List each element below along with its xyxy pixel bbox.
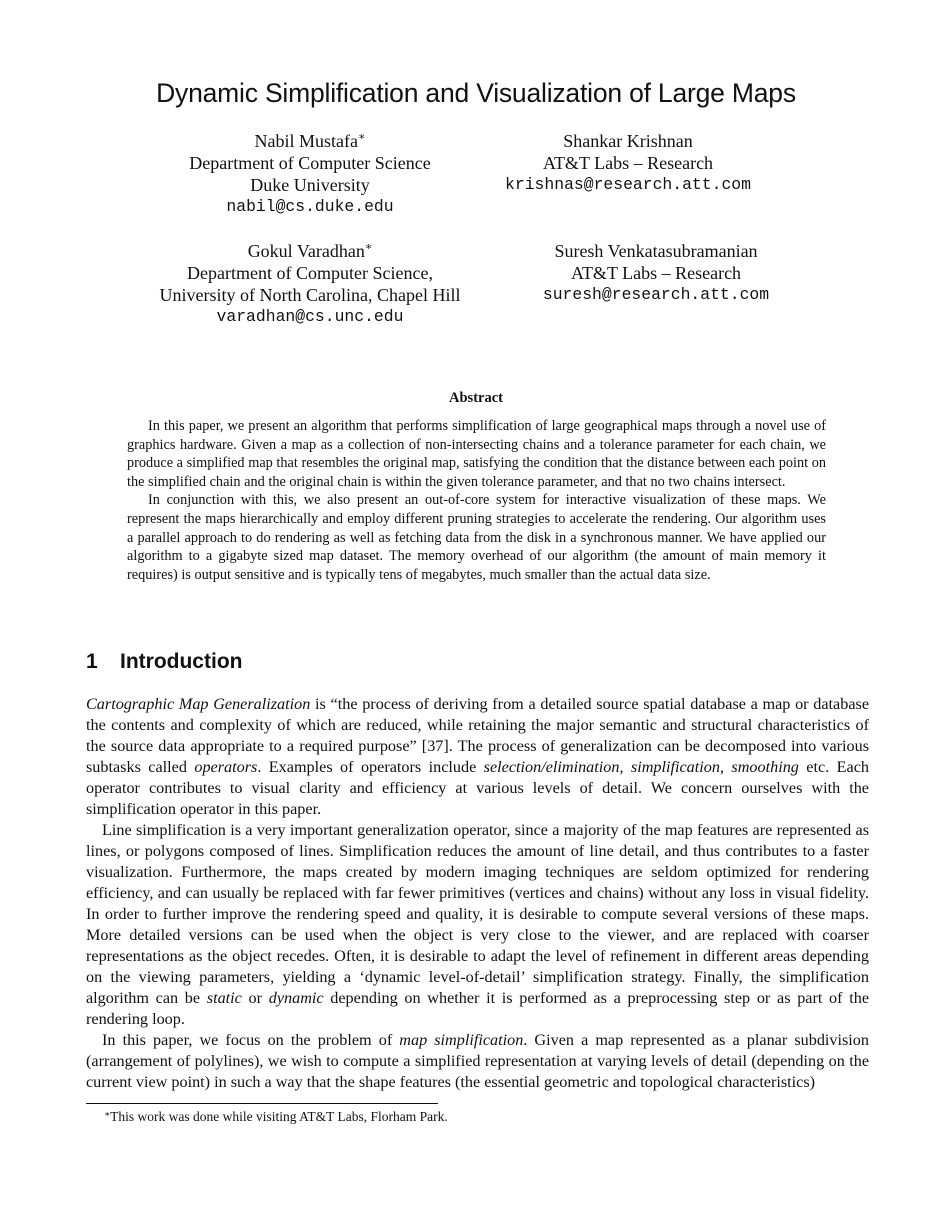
paragraph-text: Line simplification is a very important generalization operator, since a majority of the map features are represented as lines, or polygons composed of lines. Simplification reduces the amount of line detail, and thus contributes to a faster visualization. Furthermore, the maps created by modern imaging techniques are seldom optimized for rendering efficiency, and can usually be replaced with far fewer primitives (vertices and chains) without any loss in visual fidelity. In order to further improve the rendering speed and quality, it is desirable to compute several versions of these maps. More detailed versions can be used when the object is very close to the viewer, and are replaced with coarser representations as the object recedes. Often, it is desirable to adapt the level of refinement in different areas depending on the viewing parameters, yielding a ‘dynamic level-of-detail’ simplification strategy. Finally, the simplification algorithm can be <box>86 821 869 1007</box>
author-name: Shankar Krishnan <box>563 131 693 151</box>
author-affiliation: AT&T Labs – Research <box>570 263 742 283</box>
paragraph-text: . Examples of operators include <box>257 758 484 776</box>
paragraph-text: depending on whether it is performed as a preprocessing step or as part of the rendering loop. <box>86 989 870 1028</box>
intro-paragraph <box>86 694 869 820</box>
author-affiliation: Department of Computer Science <box>189 153 431 173</box>
emphasis: map simplification <box>399 1031 524 1049</box>
intro-paragraph <box>86 1030 869 1093</box>
section-title: Introduction <box>120 650 243 673</box>
author-block-varadhan <box>140 240 480 328</box>
footnote-text: This work was done while visiting AT&T Labs, Florham Park. <box>110 1109 448 1124</box>
abstract-heading: Abstract <box>449 390 503 406</box>
author-email: krishnas@research.att.com <box>505 175 751 194</box>
emphasis: selection/elimination <box>483 758 620 776</box>
emphasis: simplification <box>630 758 720 776</box>
paragraph-text: In this paper, we focus on the problem of <box>102 1031 400 1049</box>
abstract-paragraph: In this paper, we present an algorithm that performs simplification of large geographical maps through a novel use of graphics hardware. Given a map as a collection of non-intersecting chains and a tolerance parameter for each chain, we produce a simplified map that resembles the original map, satisfying the condition that the distance between each point on the simplified chain and the original chain is within the given tolerance parameter, and that no two chains intersect. <box>127 418 826 490</box>
paragraph-text: is “the process of deriving from a detailed source spatial database a map or database the contents and complexity of which are reduced, while retaining the major semantic and structural characteristics of the source data appropriate to a required purpose” [37]. The process of generalization can be decomposed into various subtasks called <box>86 695 869 776</box>
author-footnote-mark: ∗ <box>358 131 366 143</box>
author-footnote-mark: ∗ <box>364 241 373 253</box>
emphasis: static <box>206 989 242 1007</box>
paper-title: Dynamic Simplification and Visualization of Large Maps <box>156 78 796 108</box>
footnote <box>104 1109 448 1125</box>
author-block-venkatasubramanian <box>500 240 812 306</box>
author-affiliation: Duke University <box>250 175 370 195</box>
paragraph-text: etc. Each operator contributes to visual clarity and efficiency at various levels of detail. We concern ourselves with the simplification operator in this paper. <box>86 758 869 818</box>
section-heading <box>86 650 242 674</box>
section-number: 1 <box>86 650 98 673</box>
abstract-body <box>127 417 826 584</box>
author-block-mustafa <box>150 130 470 218</box>
author-name: Gokul Varadhan <box>247 241 365 261</box>
author-affiliation: University of North Carolina, Chapel Hill <box>159 285 461 305</box>
emphasis: dynamic <box>268 989 324 1007</box>
abstract-paragraph: In conjunction with this, we also present an out-of-core system for interactive visualization of these maps. We represent the maps hierarchically and employ different pruning strategies to accelerate the rendering. Our algorithm uses a parallel approach to do rendering as well as fetching data from the disk in a synchronous manner. We have applied our algorithm to a gigabyte sized map dataset. The memory overhead of our algorithm (the amount of main memory it requires) is output sensitive and is typically tens of megabytes, much smaller than the actual data size. <box>127 492 826 583</box>
author-email: nabil@cs.duke.edu <box>226 197 394 216</box>
author-email: suresh@research.att.com <box>542 285 770 304</box>
paragraph-text: . Given a map represented as a planar subdivision (arrangement of polylines), we wish to compute a simplified representation at varying levels of detail (depending on the current view point) in such a way that the shape features (the essential geometric and topological characteristics) <box>86 1031 869 1091</box>
emphasis: operators <box>194 758 258 776</box>
emphasis: smoothing <box>731 758 799 776</box>
paragraph-text: , <box>719 758 732 776</box>
footnote-rule <box>86 1103 438 1104</box>
intro-body <box>86 694 869 1093</box>
paragraph-text: , <box>619 758 631 776</box>
paragraph-text: or <box>241 989 269 1007</box>
intro-paragraph <box>86 820 869 1030</box>
author-name: Suresh Venkatasubramanian <box>554 241 758 261</box>
author-email: varadhan@cs.unc.edu <box>216 307 404 326</box>
footnote-mark: ∗ <box>104 1109 111 1119</box>
author-block-krishnan <box>478 130 778 196</box>
author-name: Nabil Mustafa <box>254 131 358 151</box>
author-affiliation: Department of Computer Science, <box>187 263 433 283</box>
author-affiliation: AT&T Labs – Research <box>542 153 714 173</box>
defined-term: Cartographic Map Generalization <box>86 695 311 713</box>
